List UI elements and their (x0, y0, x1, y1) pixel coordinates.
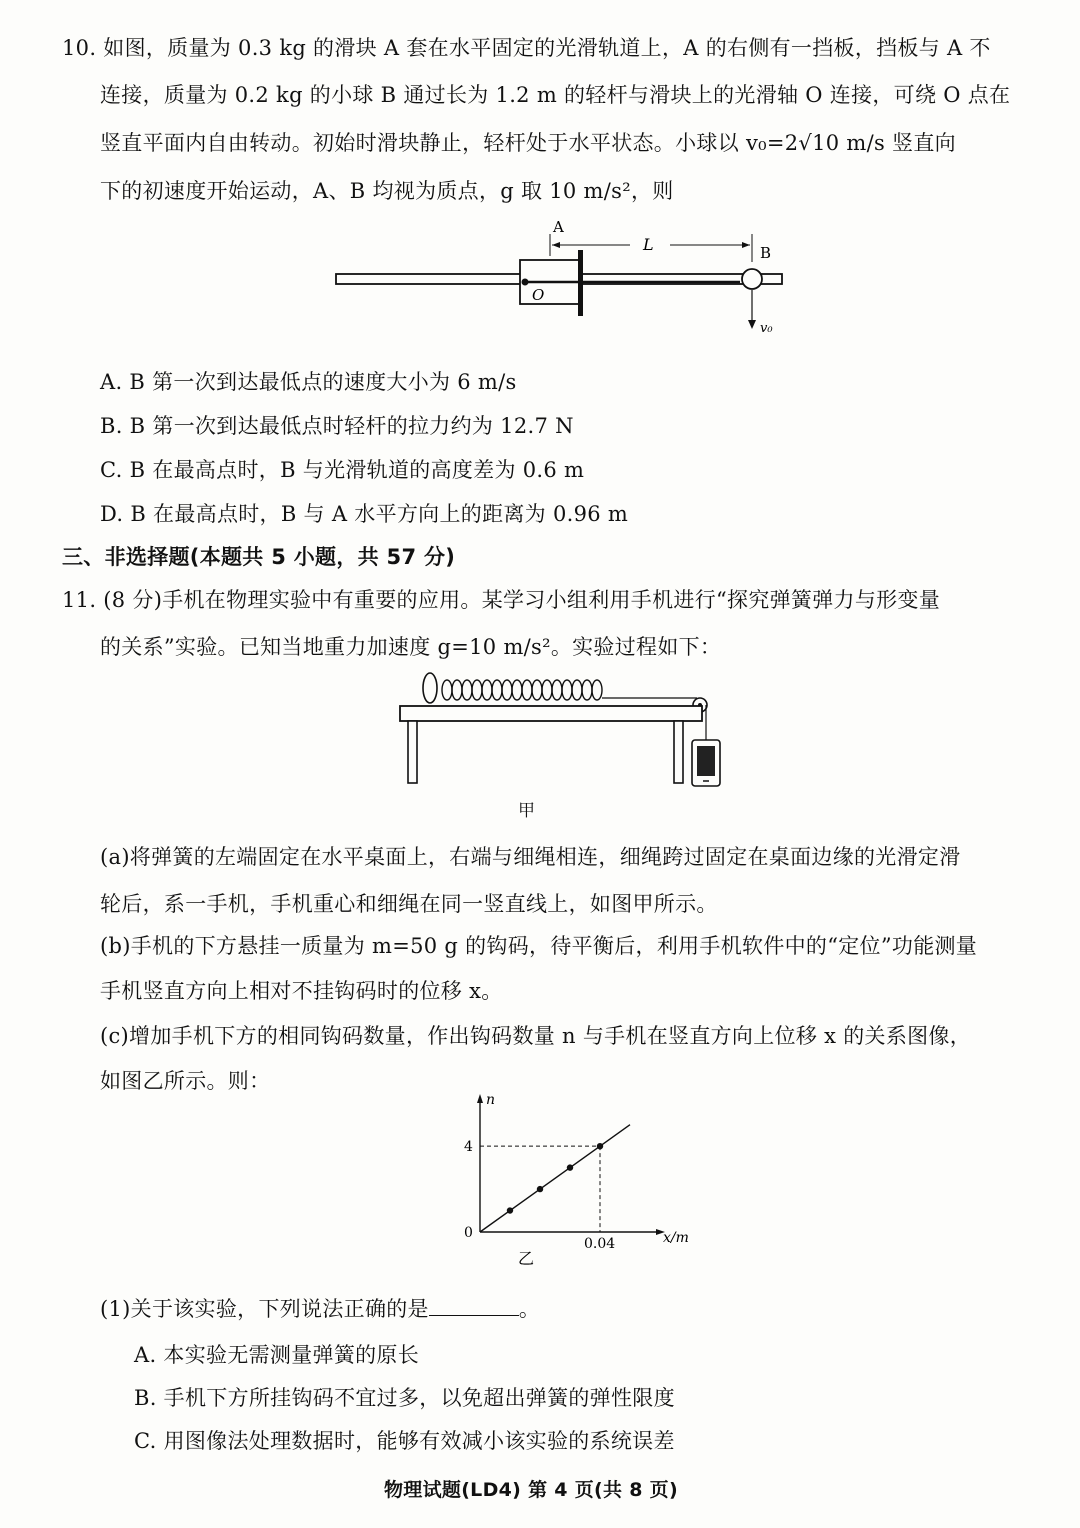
data-point-3 (567, 1164, 573, 1170)
q11-intro-1: 11. (8 分)手机在物理实验中有重要的应用。某学习小组利用手机进行“探究弹簧弹力与形变量 (62, 588, 941, 612)
q11-step-c-1: (c)增加手机下方的相同钩码数量，作出钩码数量 n 与手机在竖直方向上位移 x 的关系图像， (100, 1024, 972, 1048)
q10-option-c: C. B 在最高点时，B 与光滑轨道的高度差为 0.6 m (100, 458, 585, 482)
x-axis-label: x/m (663, 1230, 689, 1246)
label-B: B (760, 244, 772, 262)
data-point-1 (507, 1207, 513, 1213)
sub1-prompt-text: (1)关于该实验，下列说法正确的是 (100, 1297, 429, 1321)
label-v0: v₀ (760, 321, 773, 336)
answer-blank[interactable] (429, 1297, 519, 1316)
fig-jia-caption: 甲 (518, 801, 536, 821)
q10-line-4: 下的初速度开始运动，A、B 均视为质点，g 取 10 m/s²，则 (100, 179, 674, 203)
x-tick-label: 0.04 (584, 1236, 616, 1252)
y-axis-label: n (486, 1092, 496, 1108)
section-heading: 三、非选择题(本题共 5 小题，共 57 分) (62, 545, 456, 569)
q11-step-b-2: 手机竖直方向上相对不挂钩码时的位移 x。 (100, 979, 503, 1003)
q10-option-b: B. B 第一次到达最低点时轻杆的拉力约为 12.7 N (100, 414, 574, 438)
data-point-4 (597, 1143, 603, 1149)
table-leg-left (408, 721, 417, 783)
q11-spring-figure (392, 668, 732, 828)
ball-B (742, 269, 762, 289)
q11-step-a-1: (a)将弹簧的左端固定在水平桌面上，右端与细绳相连，细绳跨过固定在桌面边缘的光滑定滑 (100, 845, 961, 869)
q11-sub1-prompt (100, 1294, 540, 1324)
origin-label: 0 (464, 1225, 473, 1241)
q11-step-b-1: (b)手机的下方悬挂一质量为 m=50 g 的钩码，待平衡后，利用手机软件中的“定位”功能测量 (100, 934, 978, 958)
q10-slider-figure (330, 212, 800, 342)
q10-line-2: 连接，质量为 0.2 kg 的小球 B 通过长为 1.2 m 的轻杆与滑块上的光滑轴 O 连接，可绕 O 点在 (100, 83, 1011, 107)
data-point-2 (537, 1186, 543, 1192)
n-x-chart (440, 1092, 689, 1270)
q11-intro-2: 的关系”实验。已知当地重力加速度 g=10 m/s²。实验过程如下： (100, 635, 722, 659)
label-A: A (553, 218, 564, 236)
q11-sub1-option-a: A. 本实验无需测量弹簧的原长 (134, 1343, 420, 1367)
q10-option-d: D. B 在最高点时，B 与 A 水平方向上的距离为 0.96 m (100, 502, 629, 526)
table-top (400, 706, 702, 721)
q11-step-c-2: 如图乙所示。则： (100, 1069, 271, 1093)
q11-step-a-2: 轮后，系一手机，手机重心和细绳在同一竖直线上，如图甲所示。 (100, 892, 718, 916)
q11-sub1-option-c: C. 用图像法处理数据时，能够有效减小该实验的系统误差 (134, 1429, 675, 1453)
label-L: L (643, 235, 654, 254)
table-leg-right (674, 721, 683, 783)
y-tick-label: 4 (464, 1139, 473, 1156)
fit-line (480, 1125, 630, 1232)
label-O: O (532, 286, 545, 304)
page-footer: 物理试题(LD4) 第 4 页(共 8 页) (384, 1479, 678, 1501)
q10-line-3: 竖直平面内自由转动。初始时滑块静止，轻杆处于水平状态。小球以 v₀=2√10 m/s 竖直向 (100, 131, 956, 155)
q10-option-a: A. B 第一次到达最低点的速度大小为 6 m/s (100, 370, 517, 394)
phone-screen (697, 746, 715, 776)
spring-fixed-end (423, 673, 437, 703)
q11-sub1-option-b: B. 手机下方所挂钩码不宜过多，以免超出弹簧的弹性限度 (134, 1386, 675, 1410)
pivot-O (522, 279, 529, 286)
y-axis-arrow (477, 1094, 483, 1103)
spring (442, 680, 602, 700)
chart-caption: 乙 (518, 1249, 535, 1268)
q10-line-1: 10. 如图，质量为 0.3 kg 的滑块 A 套在水平固定的光滑轨道上，A 的右侧有一挡板，挡板与 A 不 (62, 36, 991, 60)
sub1-prompt-end: 。 (518, 1297, 541, 1321)
